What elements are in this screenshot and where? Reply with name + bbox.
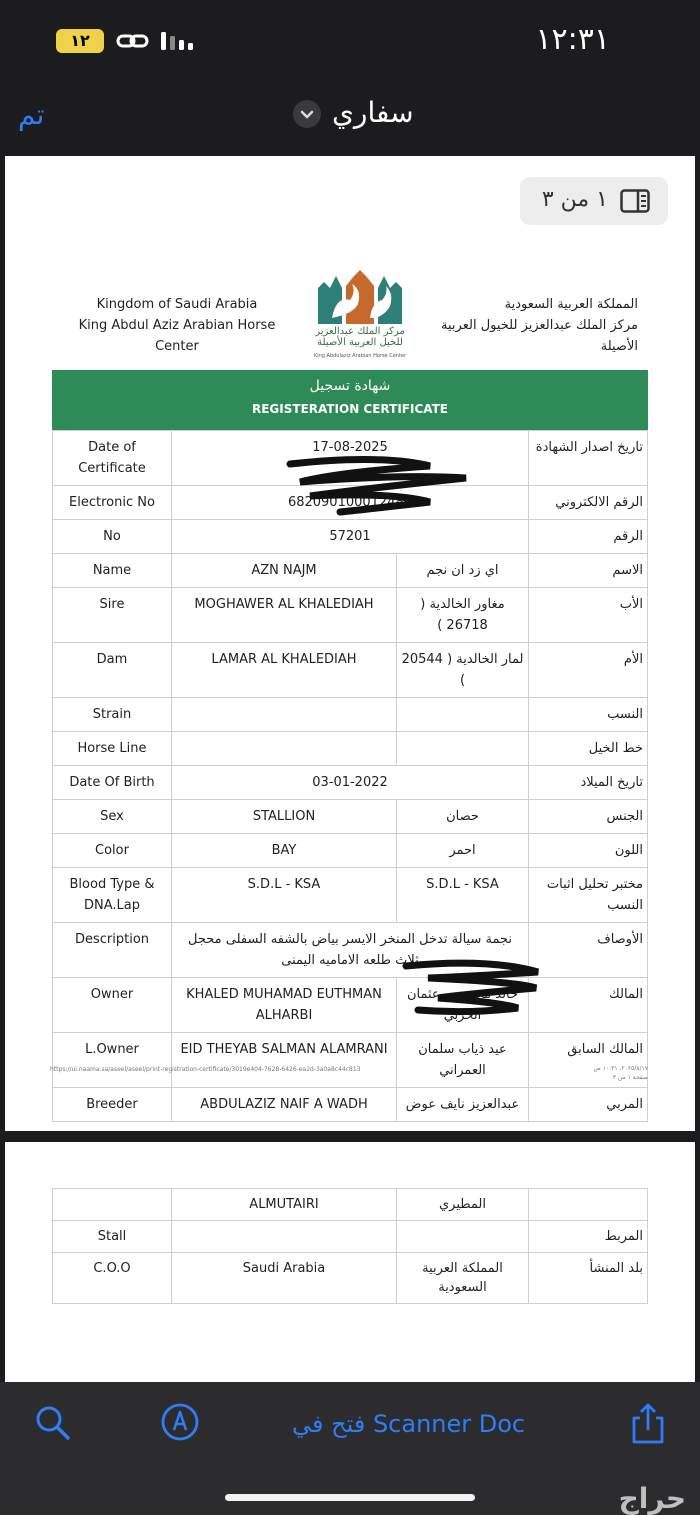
- print-date: ٢٠٢٥/٨/١٧، ١٠:٣١ ص صفحة ١ من ٣: [593, 1065, 648, 1081]
- battery-indicator: ١٢: [56, 29, 104, 53]
- search-icon[interactable]: [32, 1402, 72, 1442]
- sidebar-icon: [620, 189, 650, 213]
- table-row: Sire MOGHAWER AL KHALEDIAH مغاور الخالدية ( 26718 ) الأب: [53, 588, 648, 643]
- table-row: No 57201 الرقم: [53, 520, 648, 554]
- signal-icon: [160, 30, 198, 52]
- app-switch-chevron[interactable]: [293, 100, 321, 128]
- table-row: C.O.O Saudi Arabia المملكة العربية السعودية بلد المنشأ: [53, 1253, 648, 1304]
- certificate-header: [52, 262, 648, 370]
- table-row: Electronic No 682090100012486 الرقم الالكتروني: [53, 486, 648, 520]
- redaction-scribble: [280, 452, 480, 518]
- page-indicator[interactable]: [520, 177, 668, 225]
- print-url: https://ui.naama.sa/aseel/aseel/print-registration-certificate/3019e404-7628-6426-ea2d-3a0a8c44c813: [50, 1066, 361, 1073]
- clock: ١٢:٣١: [535, 22, 610, 57]
- table-row: Stall المربط: [53, 1221, 648, 1253]
- table-row: Owner KHALED MUHAMAD EUTHMAN ALHARBI خالد محمد بن عثمان الحربي المالك: [53, 978, 648, 1033]
- open-in-app-button[interactable]: فتح في Scanner Doc: [292, 1410, 526, 1438]
- table-row: Sex STALLION حصان الجنس: [53, 800, 648, 834]
- table-row: Description نجمة سيالة تدخل المنخر الايسر بياض بالشفه السفلى محجل ثلاث طلعه الاماميه اليمنى الأوصاف: [53, 923, 648, 978]
- table-row: Date of Certificate 17-08-2025 تاريخ اصدار الشهادة: [53, 431, 648, 486]
- table-row: Color BAY احمر اللون: [53, 834, 648, 868]
- table-row: Strain النسب: [53, 698, 648, 732]
- header-english: Kingdom of Saudi Arabia King Abdul Aziz Arabian Horse Center: [78, 297, 276, 354]
- chevron-down-icon: [293, 100, 321, 128]
- table-row: L.Owner EID THEYAB SALMAN ALAMRANI عيد ذياب سلمان العمراني المالك السابق: [53, 1033, 648, 1088]
- header-arabic: المملكة العربية السعودية مركز الملك عبدالعزيز للخيول العربية الأصيلة: [441, 297, 638, 354]
- app-title: سفاري: [332, 96, 414, 129]
- bottom-toolbar: [0, 1382, 700, 1515]
- table-row: Blood Type & DNA.Lap S.D.L - KSA S.D.L - KSA مختبر تحليل اثبات النسب: [53, 868, 648, 923]
- link-icon: [116, 30, 150, 52]
- table-row: Horse Line خط الخيل: [53, 732, 648, 766]
- home-indicator[interactable]: [225, 1494, 475, 1501]
- table-row: Date Of Birth 03-01-2022 تاريخ الميلاد: [53, 766, 648, 800]
- done-button[interactable]: تم: [18, 98, 45, 131]
- share-icon[interactable]: [628, 1402, 668, 1446]
- table-row: Breeder ABDULAZIZ NAIF A WADH عبدالعزيز نايف عوض المربي: [53, 1088, 648, 1122]
- page-count-label: ١ من ٣: [541, 187, 608, 212]
- logo-english-text: King Abdulaziz Arabian Horse Center: [313, 353, 407, 359]
- redaction-scribble: [398, 958, 548, 1018]
- title-english: REGISTERATION CERTIFICATE: [251, 402, 448, 416]
- certificate-table: [52, 430, 648, 1122]
- table-row: ALMUTAIRI المطيري: [53, 1189, 648, 1221]
- markup-icon[interactable]: [160, 1402, 200, 1442]
- certificate-table-continued: [52, 1188, 648, 1304]
- logo-arabic-text: مركز الملك عبدالعزيز للخيل العربية الأصيلة: [315, 326, 405, 348]
- title-arabic: شهادة تسجيل: [309, 378, 391, 394]
- watermark-logo: حراج: [618, 1482, 686, 1515]
- table-row: Name AZN NAJM اي زد ان نجم الاسم: [53, 554, 648, 588]
- table-row: Dam LAMAR AL KHALEDIAH لمار الخالدية ( 20544 ) الأم: [53, 643, 648, 698]
- certificate-title-banner: [52, 370, 648, 430]
- center-logo-icon: [310, 266, 410, 366]
- status-bar: [0, 0, 700, 80]
